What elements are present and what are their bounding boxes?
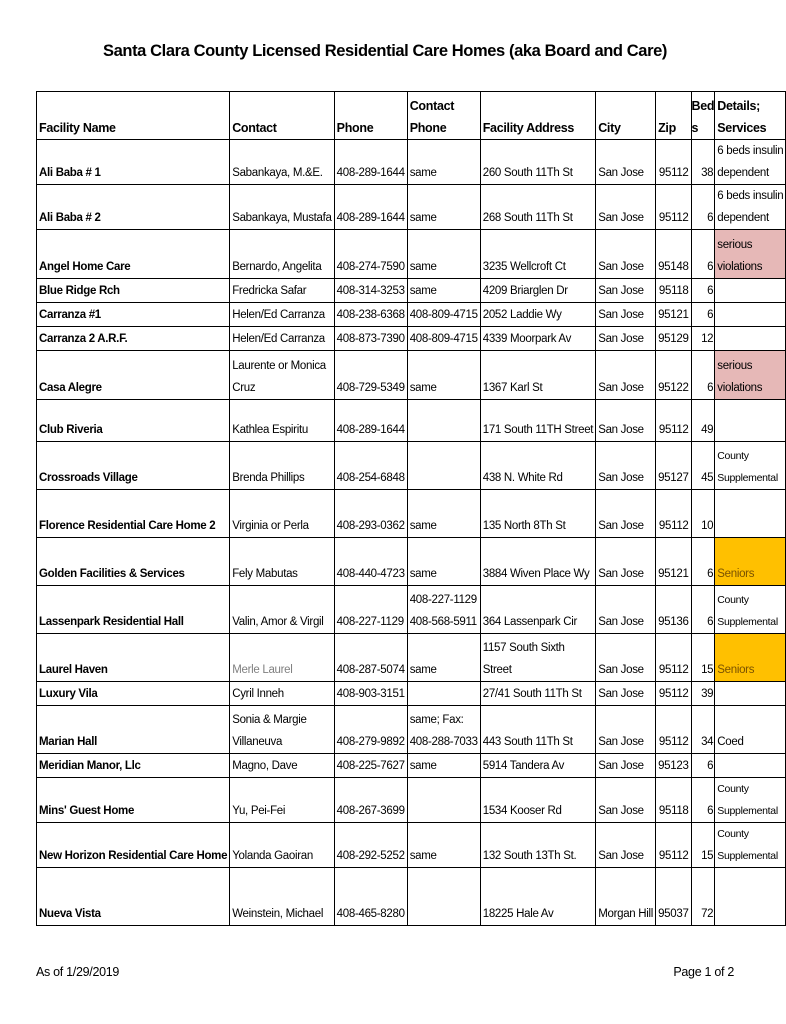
details-cell xyxy=(715,754,786,778)
contact-phone-cell xyxy=(407,490,480,538)
phone-cell: 408-254-6848 xyxy=(334,442,407,490)
phone-cell: 408-225-7627 xyxy=(334,754,407,778)
beds-cell: 6 xyxy=(691,185,715,230)
city-cell: San Jose xyxy=(596,442,656,490)
phone-cell: 408-465-8280 xyxy=(334,868,407,926)
address-cell xyxy=(480,185,595,230)
cell-line: 408-568-5911 xyxy=(409,616,477,628)
details-cell xyxy=(715,682,786,706)
cell-line: Virginia or Perla xyxy=(232,520,309,532)
phone-cell: 408-729-5349 xyxy=(334,351,407,400)
table-row xyxy=(37,868,786,926)
header-beds xyxy=(691,92,715,140)
zip-cell: 95112 xyxy=(656,706,691,754)
table-row xyxy=(37,442,786,490)
contact-cell xyxy=(230,823,334,868)
contact-cell xyxy=(230,682,334,706)
contact-phone-cell xyxy=(407,706,480,754)
cell-line: 408-227-1129 xyxy=(409,594,477,606)
facility-name-cell: Carranza 2 A.R.F. xyxy=(37,327,230,351)
cell-line: violations xyxy=(717,261,763,273)
phone-cell: 408-293-0362 xyxy=(334,490,407,538)
cell-line: Sabankaya, M.&E. xyxy=(232,167,323,179)
city-cell: San Jose xyxy=(596,185,656,230)
city-cell: San Jose xyxy=(596,490,656,538)
cell-line: 171 South 11TH Street xyxy=(482,424,594,436)
header-beds-line1: Bed xyxy=(691,99,715,113)
phone-cell: 408-279-9892 xyxy=(334,706,407,754)
cell-line: 4209 Briarglen Dr xyxy=(482,285,568,297)
beds-cell: 10 xyxy=(691,490,715,538)
zip-cell: 95112 xyxy=(656,634,691,682)
zip-cell: 95112 xyxy=(656,140,691,185)
address-cell xyxy=(480,303,595,327)
cell-line: County xyxy=(717,828,749,840)
phone-cell: 408-267-3699 xyxy=(334,778,407,823)
zip-cell: 95112 xyxy=(656,823,691,868)
cell-line: Yu, Pei-Fei xyxy=(232,805,286,817)
cell-line: 27/41 South 11Th St xyxy=(482,688,582,700)
cell-line: Kathlea Espiritu xyxy=(232,424,308,436)
contact-cell xyxy=(230,634,334,682)
cell-line: same xyxy=(409,760,437,772)
city-cell: San Jose xyxy=(596,823,656,868)
beds-cell: 72 xyxy=(691,868,715,926)
cell-line: 1367 Karl St xyxy=(482,382,543,394)
facility-name-cell: Angel Home Care xyxy=(37,230,230,279)
details-cell xyxy=(715,185,786,230)
zip-cell: 95136 xyxy=(656,586,691,634)
cell-line: 3884 Wiven Place Wy xyxy=(482,568,590,580)
header-address: Facility Address xyxy=(480,92,595,140)
zip-cell: 95118 xyxy=(656,778,691,823)
table-row xyxy=(37,230,786,279)
cell-line: serious xyxy=(717,360,753,372)
contact-phone-cell xyxy=(407,279,480,303)
zip-cell: 95121 xyxy=(656,303,691,327)
contact-phone-cell xyxy=(407,140,480,185)
address-cell xyxy=(480,754,595,778)
phone-cell: 408-314-3253 xyxy=(334,279,407,303)
cell-line: Cruz xyxy=(232,382,256,394)
cell-line: Fredricka Safar xyxy=(232,285,307,297)
phone-cell: 408-238-6368 xyxy=(334,303,407,327)
cell-line: dependent xyxy=(717,212,769,224)
cell-line: Fely Mabutas xyxy=(232,568,298,580)
cell-line: Seniors xyxy=(717,568,755,580)
beds-cell: 6 xyxy=(691,538,715,586)
cell-line: 132 South 13Th St. xyxy=(482,850,577,862)
beds-cell: 6 xyxy=(691,279,715,303)
facility-name-cell: Club Riveria xyxy=(37,400,230,442)
beds-cell: 38 xyxy=(691,140,715,185)
contact-phone-cell xyxy=(407,351,480,400)
cell-line: 135 North 8Th St xyxy=(482,520,566,532)
address-cell xyxy=(480,327,595,351)
cell-line: Valin, Amor & Virgil xyxy=(232,616,324,628)
details-cell xyxy=(715,634,786,682)
cell-line: 408-809-4715 xyxy=(409,333,478,345)
zip-cell: 95127 xyxy=(656,442,691,490)
contact-cell xyxy=(230,400,334,442)
phone-cell: 408-289-1644 xyxy=(334,140,407,185)
city-cell: San Jose xyxy=(596,303,656,327)
contact-phone-cell xyxy=(407,230,480,279)
facility-name-cell: Golden Facilities & Services xyxy=(37,538,230,586)
zip-cell: 95118 xyxy=(656,279,691,303)
cell-line: dependent xyxy=(717,167,769,179)
facility-name-cell: Florence Residential Care Home 2 xyxy=(37,490,230,538)
cell-line: County xyxy=(717,594,749,606)
header-details-line2: Services xyxy=(717,121,767,135)
header-row xyxy=(37,92,786,140)
beds-cell: 6 xyxy=(691,586,715,634)
zip-cell: 95121 xyxy=(656,538,691,586)
table-row xyxy=(37,754,786,778)
cell-line: Magno, Dave xyxy=(232,760,298,772)
details-cell xyxy=(715,442,786,490)
cell-line: Supplemental xyxy=(717,616,778,628)
cell-line: same xyxy=(409,167,437,179)
address-cell xyxy=(480,823,595,868)
cell-line: Supplemental xyxy=(717,472,778,484)
details-cell xyxy=(715,279,786,303)
cell-line: Laurente or Monica xyxy=(232,360,326,372)
details-cell xyxy=(715,327,786,351)
contact-phone-cell xyxy=(407,400,480,442)
address-cell xyxy=(480,442,595,490)
address-cell xyxy=(480,586,595,634)
contact-phone-cell xyxy=(407,823,480,868)
contact-phone-cell xyxy=(407,754,480,778)
details-cell xyxy=(715,586,786,634)
header-contact: Contact xyxy=(230,92,334,140)
contact-phone-cell xyxy=(407,586,480,634)
zip-cell: 95122 xyxy=(656,351,691,400)
contact-phone-cell xyxy=(407,634,480,682)
header-facility-name: Facility Name xyxy=(37,92,230,140)
city-cell: San Jose xyxy=(596,327,656,351)
city-cell: San Jose xyxy=(596,538,656,586)
contact-cell xyxy=(230,442,334,490)
contact-cell xyxy=(230,490,334,538)
contact-cell xyxy=(230,706,334,754)
cell-line: Bernardo, Angelita xyxy=(232,261,322,273)
facility-name-cell: Lassenpark Residential Hall xyxy=(37,586,230,634)
cell-line: Helen/Ed Carranza xyxy=(232,309,325,321)
address-cell xyxy=(480,706,595,754)
cell-line: 443 South 11Th St xyxy=(482,736,573,748)
table-row xyxy=(37,400,786,442)
facility-name-cell: Laurel Haven xyxy=(37,634,230,682)
contact-phone-cell xyxy=(407,778,480,823)
address-cell xyxy=(480,868,595,926)
city-cell: San Jose xyxy=(596,400,656,442)
table-row xyxy=(37,303,786,327)
beds-cell: 45 xyxy=(691,442,715,490)
table-row xyxy=(37,634,786,682)
details-cell xyxy=(715,303,786,327)
details-cell xyxy=(715,823,786,868)
table-row xyxy=(37,823,786,868)
contact-cell xyxy=(230,303,334,327)
cell-line: same xyxy=(409,212,437,224)
details-cell xyxy=(715,490,786,538)
cell-line: same; Fax: xyxy=(409,714,464,726)
cell-line: 268 South 11Th St xyxy=(482,212,573,224)
details-cell xyxy=(715,868,786,926)
address-cell xyxy=(480,230,595,279)
header-beds-line2: s xyxy=(691,121,699,135)
city-cell: San Jose xyxy=(596,754,656,778)
address-cell xyxy=(480,400,595,442)
cell-line: Brenda Phillips xyxy=(232,472,305,484)
cell-line: Merle Laurel xyxy=(232,664,293,676)
header-zip: Zip xyxy=(656,92,691,140)
cell-line: Supplemental xyxy=(717,805,778,817)
beds-cell: 39 xyxy=(691,682,715,706)
cell-line: 6 beds insulin xyxy=(717,145,784,157)
facility-name-cell: Blue Ridge Rch xyxy=(37,279,230,303)
facility-name-cell: Ali Baba # 1 xyxy=(37,140,230,185)
details-cell xyxy=(715,778,786,823)
beds-cell: 6 xyxy=(691,303,715,327)
cell-line: 18225 Hale Av xyxy=(482,908,554,920)
address-cell xyxy=(480,279,595,303)
cell-line: Sabankaya, Mustafa xyxy=(232,212,332,224)
details-cell xyxy=(715,538,786,586)
contact-phone-cell xyxy=(407,303,480,327)
table-row xyxy=(37,778,786,823)
contact-cell xyxy=(230,185,334,230)
cell-line: same xyxy=(409,664,437,676)
facility-name-cell: New Horizon Residential Care Home xyxy=(37,823,230,868)
beds-cell: 34 xyxy=(691,706,715,754)
details-cell xyxy=(715,140,786,185)
cell-line: Villaneuva xyxy=(232,736,283,748)
contact-phone-cell xyxy=(407,538,480,586)
cell-line: County xyxy=(717,783,749,795)
contact-cell xyxy=(230,538,334,586)
cell-line: same xyxy=(409,520,437,532)
table-row xyxy=(37,279,786,303)
address-cell xyxy=(480,538,595,586)
facility-name-cell: Marian Hall xyxy=(37,706,230,754)
table-row xyxy=(37,351,786,400)
cell-line: same xyxy=(409,568,437,580)
city-cell: San Jose xyxy=(596,279,656,303)
contact-cell xyxy=(230,140,334,185)
details-cell xyxy=(715,706,786,754)
cell-line: Cyril Inneh xyxy=(232,688,284,700)
contact-cell xyxy=(230,778,334,823)
table-row xyxy=(37,490,786,538)
details-cell xyxy=(715,230,786,279)
header-contact-phone xyxy=(407,92,480,140)
phone-cell: 408-440-4723 xyxy=(334,538,407,586)
city-cell: San Jose xyxy=(596,140,656,185)
zip-cell: 95148 xyxy=(656,230,691,279)
cell-line: County xyxy=(717,450,749,462)
table-row xyxy=(37,682,786,706)
phone-cell: 408-873-7390 xyxy=(334,327,407,351)
facility-name-cell: Casa Alegre xyxy=(37,351,230,400)
table-row xyxy=(37,327,786,351)
facility-name-cell: Crossroads Village xyxy=(37,442,230,490)
city-cell: San Jose xyxy=(596,586,656,634)
contact-cell xyxy=(230,754,334,778)
table-row xyxy=(37,706,786,754)
page-title: Santa Clara County Licensed Residential Care Homes (aka Board and Care) xyxy=(103,42,667,60)
city-cell: San Jose xyxy=(596,634,656,682)
contact-cell xyxy=(230,230,334,279)
table-row xyxy=(37,586,786,634)
address-cell xyxy=(480,140,595,185)
cell-line: same xyxy=(409,382,437,394)
cell-line: same xyxy=(409,850,437,862)
contact-cell xyxy=(230,279,334,303)
table-row xyxy=(37,185,786,230)
cell-line: 408-288-7033 xyxy=(409,736,478,748)
zip-cell: 95123 xyxy=(656,754,691,778)
facility-name-cell: Ali Baba # 2 xyxy=(37,185,230,230)
beds-cell: 6 xyxy=(691,351,715,400)
details-cell xyxy=(715,351,786,400)
cell-line: 6 beds insulin xyxy=(717,190,784,202)
cell-line: 408-809-4715 xyxy=(409,309,478,321)
cell-line: 260 South 11Th St xyxy=(482,167,573,179)
address-cell xyxy=(480,634,595,682)
table-row xyxy=(37,140,786,185)
city-cell: San Jose xyxy=(596,351,656,400)
address-cell xyxy=(480,778,595,823)
cell-line: Weinstein, Michael xyxy=(232,908,324,920)
cell-line: Yolanda Gaoiran xyxy=(232,850,313,862)
header-details xyxy=(715,92,786,140)
beds-cell: 6 xyxy=(691,754,715,778)
footer-date: As of 1/29/2019 xyxy=(36,965,120,979)
phone-cell: 408-289-1644 xyxy=(334,400,407,442)
contact-cell xyxy=(230,351,334,400)
zip-cell: 95037 xyxy=(656,868,691,926)
facility-name-cell: Luxury Vila xyxy=(37,682,230,706)
city-cell: Morgan Hill xyxy=(596,868,656,926)
header-contact-phone-line2: Phone xyxy=(409,121,447,135)
beds-cell: 6 xyxy=(691,230,715,279)
zip-cell: 95112 xyxy=(656,682,691,706)
phone-cell: 408-287-5074 xyxy=(334,634,407,682)
cell-line: 2052 Laddie Wy xyxy=(482,309,562,321)
header-contact-phone-line1: Contact xyxy=(409,99,455,113)
phone-cell: 408-227-1129 xyxy=(334,586,407,634)
contact-phone-cell xyxy=(407,185,480,230)
cell-line: 3235 Wellcroft Ct xyxy=(482,261,566,273)
beds-cell: 15 xyxy=(691,634,715,682)
address-cell xyxy=(480,490,595,538)
cell-line: 5914 Tandera Av xyxy=(482,760,565,772)
cell-line: 438 N. White Rd xyxy=(482,472,563,484)
phone-cell: 408-292-5252 xyxy=(334,823,407,868)
contact-cell xyxy=(230,327,334,351)
zip-cell: 95112 xyxy=(656,490,691,538)
beds-cell: 15 xyxy=(691,823,715,868)
cell-line: Seniors xyxy=(717,664,755,676)
cell-line: 4339 Moorpark Av xyxy=(482,333,572,345)
cell-line: same xyxy=(409,261,437,273)
city-cell: San Jose xyxy=(596,778,656,823)
cell-line: 364 Lassenpark Cir xyxy=(482,616,578,628)
address-cell xyxy=(480,682,595,706)
cell-line: violations xyxy=(717,382,763,394)
contact-cell xyxy=(230,586,334,634)
facility-name-cell: Mins' Guest Home xyxy=(37,778,230,823)
table-row xyxy=(37,538,786,586)
footer-page-number: Page 1 of 2 xyxy=(673,965,734,979)
zip-cell: 95129 xyxy=(656,327,691,351)
zip-cell: 95112 xyxy=(656,400,691,442)
beds-cell: 12 xyxy=(691,327,715,351)
facility-name-cell: Meridian Manor, Llc xyxy=(37,754,230,778)
header-details-line1: Details; xyxy=(717,99,761,113)
facility-name-cell: Nueva Vista xyxy=(37,868,230,926)
cell-line: Street xyxy=(482,664,512,676)
contact-phone-cell xyxy=(407,868,480,926)
header-phone: Phone xyxy=(334,92,407,140)
cell-line: Coed xyxy=(717,736,744,748)
city-cell: San Jose xyxy=(596,230,656,279)
cell-line: Supplemental xyxy=(717,850,778,862)
facility-name-cell: Carranza #1 xyxy=(37,303,230,327)
city-cell: San Jose xyxy=(596,682,656,706)
cell-line: Sonia & Margie xyxy=(232,714,307,726)
phone-cell: 408-903-3151 xyxy=(334,682,407,706)
contact-phone-cell xyxy=(407,327,480,351)
zip-cell: 95112 xyxy=(656,185,691,230)
contact-cell xyxy=(230,868,334,926)
contact-phone-cell xyxy=(407,682,480,706)
cell-line: same xyxy=(409,285,437,297)
phone-cell: 408-289-1644 xyxy=(334,185,407,230)
cell-line: 1157 South Sixth xyxy=(482,642,565,654)
header-city: City xyxy=(596,92,656,140)
contact-phone-cell xyxy=(407,442,480,490)
cell-line: 1534 Kooser Rd xyxy=(482,805,562,817)
beds-cell: 49 xyxy=(691,400,715,442)
details-cell xyxy=(715,400,786,442)
address-cell xyxy=(480,351,595,400)
cell-line: Helen/Ed Carranza xyxy=(232,333,325,345)
city-cell: San Jose xyxy=(596,706,656,754)
facilities-table xyxy=(36,91,786,926)
cell-line: serious xyxy=(717,239,753,251)
phone-cell: 408-274-7590 xyxy=(334,230,407,279)
beds-cell: 6 xyxy=(691,778,715,823)
